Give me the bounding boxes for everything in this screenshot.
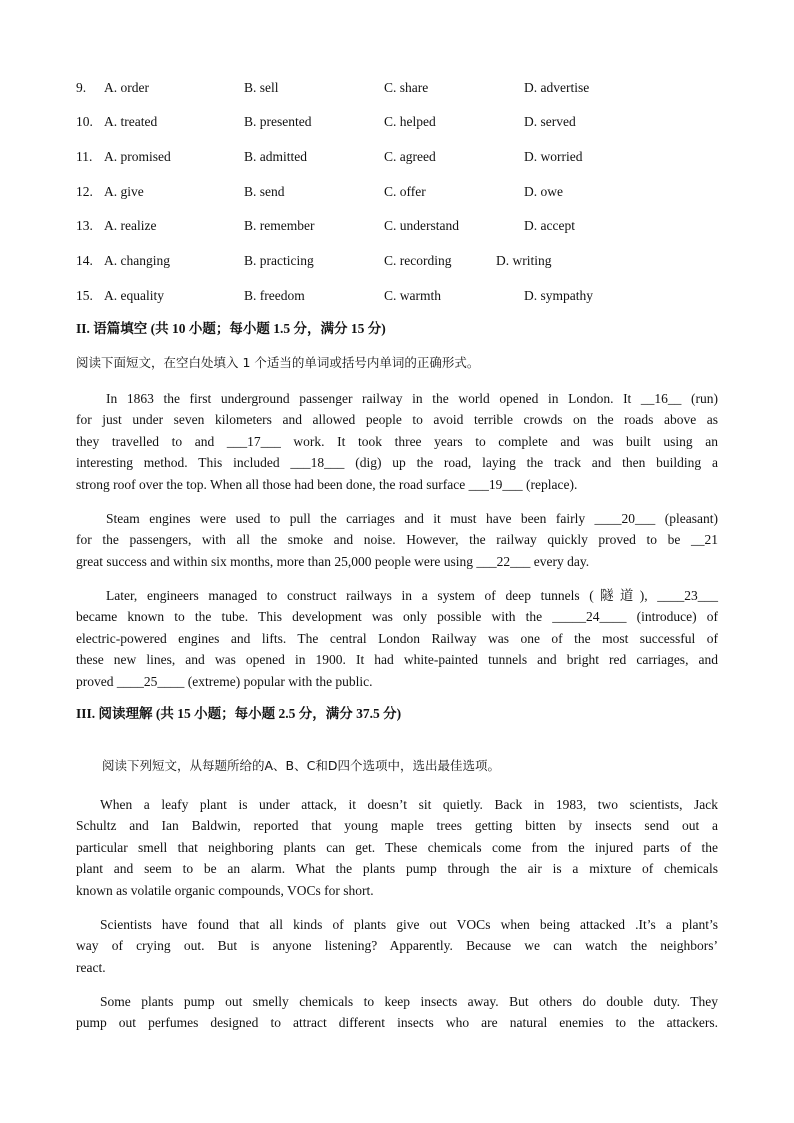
section-2-heading bbox=[76, 319, 386, 339]
text-line: interesting method. This included ___18___ (dig) up the road, laying the track and then building a bbox=[76, 455, 718, 471]
option-c: C. understand bbox=[384, 218, 459, 233]
text-line: strong roof over the top. When all those had been done, the road surface ___19___ (replace). bbox=[76, 476, 578, 492]
option-a: A. realize bbox=[104, 218, 157, 233]
reading-paragraph-2 bbox=[76, 914, 718, 978]
option-c: C. helped bbox=[384, 114, 436, 129]
option-b: B. practicing bbox=[244, 253, 314, 268]
text-line: way of crying out. But is anyone listening? Apparently. Because we can watch the neighbors’ bbox=[76, 938, 718, 954]
option-c: C. recording bbox=[384, 253, 452, 268]
option-a: A. promised bbox=[104, 149, 171, 164]
section-3-heading bbox=[76, 704, 401, 724]
option-a: A. treated bbox=[104, 114, 158, 129]
text-line: electric-powered engines and lifts. The central London Railway was one of the most successful of bbox=[76, 630, 718, 646]
cloze-paragraph-2 bbox=[76, 508, 718, 572]
text-line: proved ____25____ (extreme) popular with the public. bbox=[76, 673, 373, 689]
text-line: these new lines, and was opened in 1900. It had white-painted tunnels and bright red carriages, and bbox=[76, 652, 718, 668]
question-number: 12. bbox=[76, 184, 93, 199]
option-c: C. agreed bbox=[384, 149, 436, 164]
question-number: 14. bbox=[76, 253, 93, 268]
reading-paragraph-3 bbox=[76, 991, 718, 1034]
text-line: particular smell that neighboring plants can get. These chemicals come from the injured parts of the bbox=[76, 839, 718, 855]
section-2-instruction: 阅读下面短文，在空白处填入 1 个适当的单词或括号内单词的正确形式。 bbox=[76, 355, 480, 370]
option-d: D. advertise bbox=[524, 80, 590, 95]
option-b: B. freedom bbox=[244, 288, 305, 303]
section-3-score: (共 15 小题；每小题 2.5 分，满分 37.5 分) bbox=[155, 706, 402, 721]
question-number: 11. bbox=[76, 149, 93, 164]
text-line: When a leafy plant is under attack, it doesn’t sit quietly. Back in 1983, two scientists, Jack bbox=[100, 797, 718, 812]
cloze-paragraph-3 bbox=[76, 585, 718, 692]
option-d: D. sympathy bbox=[524, 288, 593, 303]
text-line: Scientists have found that all kinds of plants give out VOCs when being attacked .It’s a plant’s bbox=[100, 917, 718, 932]
text-line: great success and within six months, more than 25,000 people were using ___22___ every day. bbox=[76, 553, 590, 569]
text-line: became known to the tube. This development was only possible with the _____24____ (introduce) of bbox=[76, 609, 718, 625]
option-b: B. sell bbox=[244, 80, 279, 95]
option-c: C. share bbox=[384, 80, 429, 95]
question-number: 13. bbox=[76, 218, 93, 233]
text-line: react. bbox=[76, 959, 106, 975]
option-a: A. equality bbox=[104, 288, 164, 303]
reading-paragraph-1 bbox=[76, 794, 718, 901]
question-number: 9. bbox=[76, 80, 87, 95]
text-line: for the passengers, with all the smoke and noise. However, the railway quickly proved to be __21 bbox=[76, 532, 718, 548]
option-b: B. send bbox=[244, 184, 285, 199]
text-line: plant and seem to be an alarm. What the plants pump through the air is a mixture of chemicals bbox=[76, 861, 718, 877]
section-3-instruction: 阅读下列短文，从每题所给的A、B、C和D四个选项中，选出最佳选项。 bbox=[102, 758, 500, 773]
text-line: Schultz and Ian Baldwin, reported that young maple trees getting bitten by insects send out a bbox=[76, 818, 718, 834]
option-b: B. presented bbox=[244, 114, 312, 129]
text-line: they travelled to and ___17___ work. It took three years to complete and was built using an bbox=[76, 433, 718, 449]
question-number: 10. bbox=[76, 114, 93, 129]
question-number: 15. bbox=[76, 288, 93, 303]
section-2-score: (共 10 小题；每小题 1.5 分，满分 15 分) bbox=[150, 321, 386, 336]
text-line: for just under seven kilometers and allowed people to avoid terrible crowds on the roads above as bbox=[76, 412, 718, 428]
option-d: D. writing bbox=[496, 253, 552, 268]
text-line: known as volatile organic compounds, VOCs for short. bbox=[76, 882, 374, 898]
option-d: D. owe bbox=[524, 184, 563, 199]
option-d: D. worried bbox=[524, 149, 583, 164]
text-line: Some plants pump out smelly chemicals to keep insects away. But others do double duty. They bbox=[100, 994, 718, 1009]
section-3-title: III. 阅读理解 bbox=[76, 706, 153, 721]
option-a: A. give bbox=[104, 184, 144, 199]
option-d: D. served bbox=[524, 114, 576, 129]
option-c: C. warmth bbox=[384, 288, 441, 303]
cloze-paragraph-1 bbox=[76, 388, 718, 495]
option-a: A. order bbox=[104, 80, 149, 95]
option-b: B. remember bbox=[244, 218, 315, 233]
option-c: C. offer bbox=[384, 184, 426, 199]
text-line: pump out perfumes designed to attract different insects who are natural enemies to the attackers. bbox=[76, 1015, 718, 1031]
option-a: A. changing bbox=[104, 253, 170, 268]
option-d: D. accept bbox=[524, 218, 575, 233]
text-line: Steam engines were used to pull the carriages and it must have been fairly ____20___ (pleasant) bbox=[106, 511, 718, 526]
section-2-title: II. 语篇填空 bbox=[76, 321, 148, 336]
text-line: In 1863 the first underground passenger railway in the world opened in London. It __16__ (run) bbox=[106, 391, 718, 406]
option-b: B. admitted bbox=[244, 149, 307, 164]
text-line: Later, engineers managed to construct railways in a system of deep tunnels (隧道), ____23___ bbox=[106, 588, 718, 603]
